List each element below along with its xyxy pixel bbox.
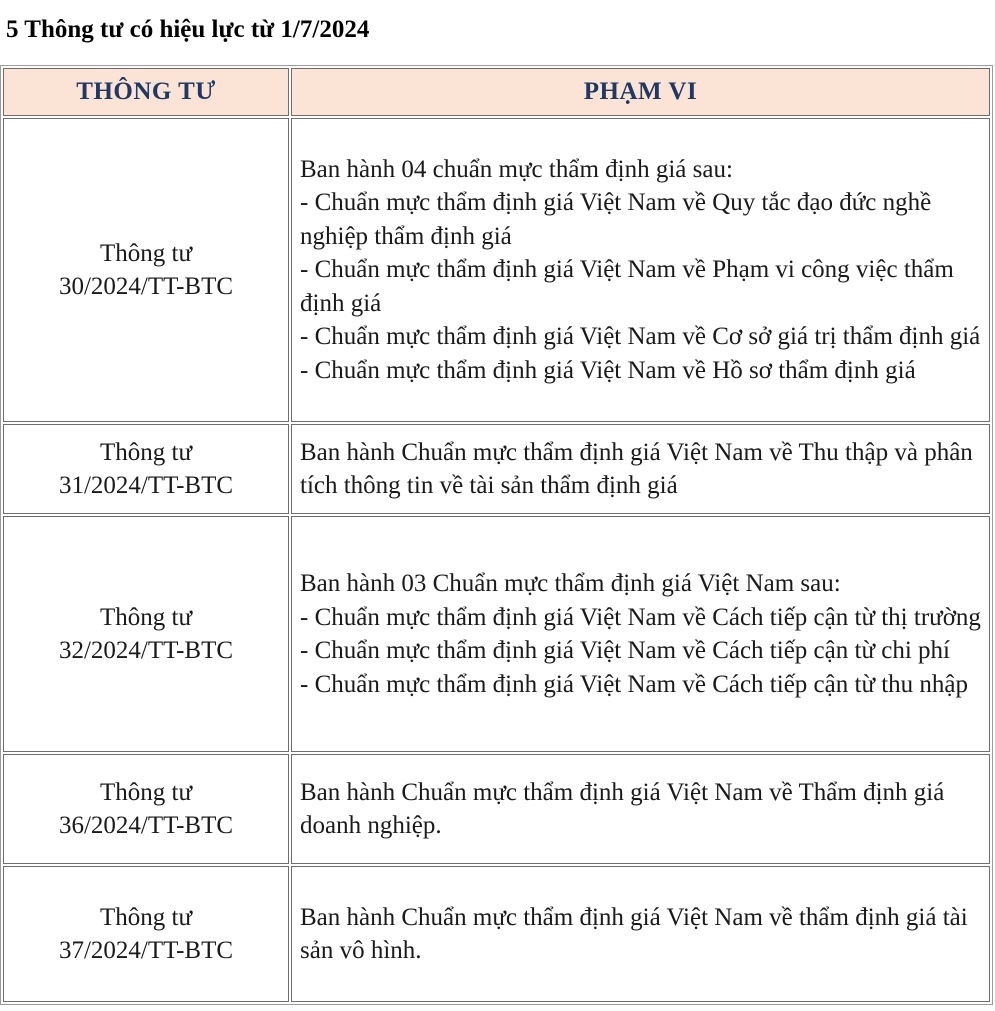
scope-line: Ban hành 04 chuẩn mực thẩm định giá sau:	[300, 155, 733, 183]
circular-code: 37/2024/TT-BTC	[58, 937, 234, 964]
table-row	[3, 754, 990, 864]
circular-cell	[3, 118, 289, 422]
circular-code: 32/2024/TT-BTC	[58, 637, 234, 664]
circular-cell	[3, 516, 289, 752]
scope-line: Ban hành Chuẩn mực thẩm định giá Việt Nam về thẩm định giá tài sản vô hình.	[300, 903, 968, 964]
page-title: 5 Thông tư có hiệu lực từ 1/7/2024	[6, 16, 370, 43]
circular-cell	[3, 866, 289, 1002]
circular-label: Thông tư	[99, 779, 193, 806]
table-row	[3, 516, 990, 752]
table-row	[3, 424, 990, 514]
scope-line: - Chuẩn mực thẩm định giá Việt Nam về Cách tiếp cận từ thị trường	[300, 603, 981, 631]
circular-code: 36/2024/TT-BTC	[58, 812, 234, 839]
scope-line: Ban hành Chuẩn mực thẩm định giá Việt Nam về Thẩm định giá doanh nghiệp.	[300, 778, 945, 839]
scope-line: - Chuẩn mực thẩm định giá Việt Nam về Quy tắc đạo đức nghề nghiệp thẩm định giá	[300, 189, 932, 250]
scope-line: Ban hành Chuẩn mực thẩm định giá Việt Nam về Thu thập và phân tích thông tin về tài sản thẩm định giá	[300, 438, 973, 499]
circular-label: Thông tư	[99, 604, 193, 631]
scope-line: - Chuẩn mực thẩm định giá Việt Nam về Cơ sở giá trị thẩm định giá	[300, 323, 981, 351]
table-row	[3, 866, 990, 1002]
circular-label: Thông tư	[99, 240, 193, 267]
table-header-row	[3, 68, 990, 116]
scope-line: - Chuẩn mực thẩm định giá Việt Nam về Cách tiếp cận từ chi phí	[300, 637, 950, 664]
scope-line: - Chuẩn mực thẩm định giá Việt Nam về Phạm vi công việc thẩm định giá	[300, 256, 954, 317]
scope-cell	[291, 866, 990, 1002]
table-row	[3, 118, 990, 422]
scope-cell	[291, 118, 990, 422]
scope-cell	[291, 516, 990, 752]
circulars-table	[0, 65, 993, 1005]
header-circular: THÔNG TƯ	[3, 68, 289, 116]
circular-label: Thông tư	[99, 904, 193, 931]
scope-line: - Chuẩn mực thẩm định giá Việt Nam về Cách tiếp cận từ thu nhập	[300, 670, 969, 698]
circular-code: 30/2024/TT-BTC	[58, 273, 234, 300]
scope-cell	[291, 754, 990, 864]
scope-line: Ban hành 03 Chuẩn mực thẩm định giá Việt Nam sau:	[300, 570, 841, 597]
circular-label: Thông tư	[99, 439, 193, 466]
scope-cell	[291, 424, 990, 514]
circular-cell	[3, 424, 289, 514]
header-scope: PHẠM VI	[291, 68, 990, 116]
circular-cell	[3, 754, 289, 864]
scope-line: - Chuẩn mực thẩm định giá Việt Nam về Hồ sơ thẩm định giá	[300, 356, 916, 384]
circular-code: 31/2024/TT-BTC	[58, 472, 234, 499]
